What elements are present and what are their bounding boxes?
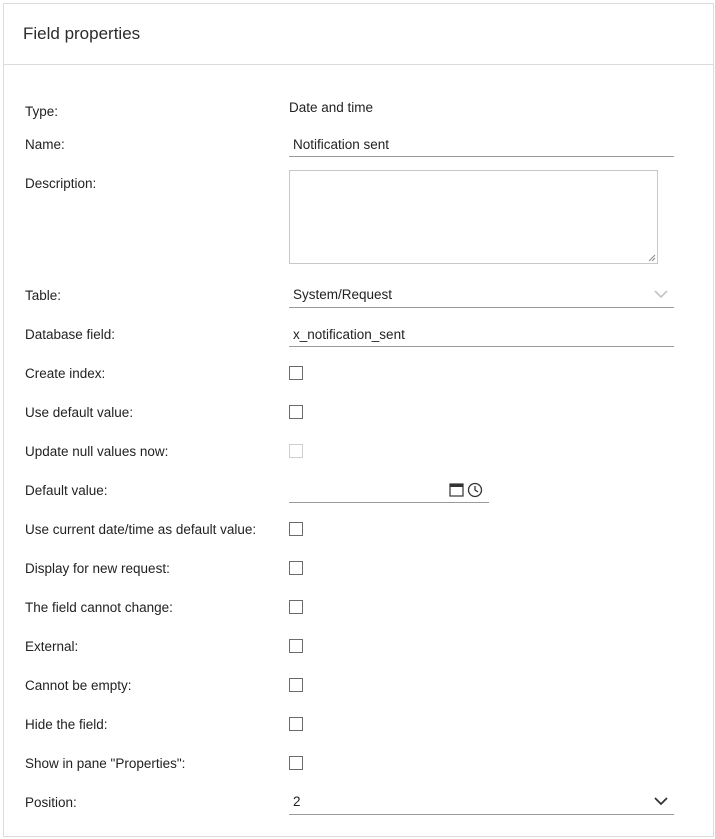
- field-cannot-change-checkbox[interactable]: [289, 600, 303, 614]
- database-field-label: Database field:: [25, 327, 116, 342]
- name-input[interactable]: [289, 133, 674, 157]
- field-properties-panel: [3, 3, 714, 837]
- name-label: Name:: [25, 137, 65, 152]
- position-select[interactable]: [289, 791, 674, 815]
- description-textarea[interactable]: [289, 170, 658, 264]
- create-index-checkbox[interactable]: [289, 366, 303, 380]
- position-select-value: 2: [293, 794, 301, 809]
- show-in-pane-properties-label: Show in pane "Properties":: [25, 756, 186, 771]
- default-value-datetime-input[interactable]: [289, 479, 489, 503]
- cannot-be-empty-checkbox[interactable]: [289, 678, 303, 692]
- table-select-value: System/Request: [293, 287, 393, 302]
- panel-title: Field properties: [23, 24, 141, 43]
- table-select[interactable]: [289, 284, 674, 308]
- clock-icon[interactable]: [467, 482, 483, 498]
- chevron-down-icon: [654, 289, 668, 299]
- resize-grip-icon[interactable]: [648, 254, 656, 262]
- type-label: Type:: [25, 104, 59, 119]
- database-field-input[interactable]: [289, 323, 674, 347]
- use-current-datetime-checkbox[interactable]: [289, 522, 303, 536]
- panel-header: [4, 4, 713, 65]
- table-label: Table:: [25, 288, 62, 303]
- default-value-label: Default value:: [25, 483, 108, 498]
- display-for-new-request-label: Display for new request:: [25, 561, 170, 576]
- panel-bottom-border: [3, 836, 714, 837]
- hide-the-field-checkbox[interactable]: [289, 717, 303, 731]
- display-for-new-request-checkbox[interactable]: [289, 561, 303, 575]
- description-label: Description:: [25, 176, 97, 191]
- create-index-label: Create index:: [25, 366, 106, 381]
- external-label: External:: [25, 639, 79, 654]
- field-cannot-change-label: The field cannot change:: [25, 600, 173, 615]
- use-default-value-label: Use default value:: [25, 405, 134, 420]
- update-null-values-label: Update null values now:: [25, 444, 169, 459]
- position-label: Position:: [25, 795, 77, 810]
- cannot-be-empty-label: Cannot be empty:: [25, 678, 132, 693]
- calendar-icon[interactable]: [449, 482, 464, 497]
- type-value: Date and time: [289, 100, 374, 115]
- external-checkbox[interactable]: [289, 639, 303, 653]
- use-current-datetime-label: Use current date/time as default value:: [25, 522, 257, 537]
- update-null-values-checkbox: [289, 444, 303, 458]
- chevron-down-icon: [654, 796, 668, 806]
- show-in-pane-properties-checkbox[interactable]: [289, 756, 303, 770]
- hide-the-field-label: Hide the field:: [25, 717, 108, 732]
- use-default-value-checkbox[interactable]: [289, 405, 303, 419]
